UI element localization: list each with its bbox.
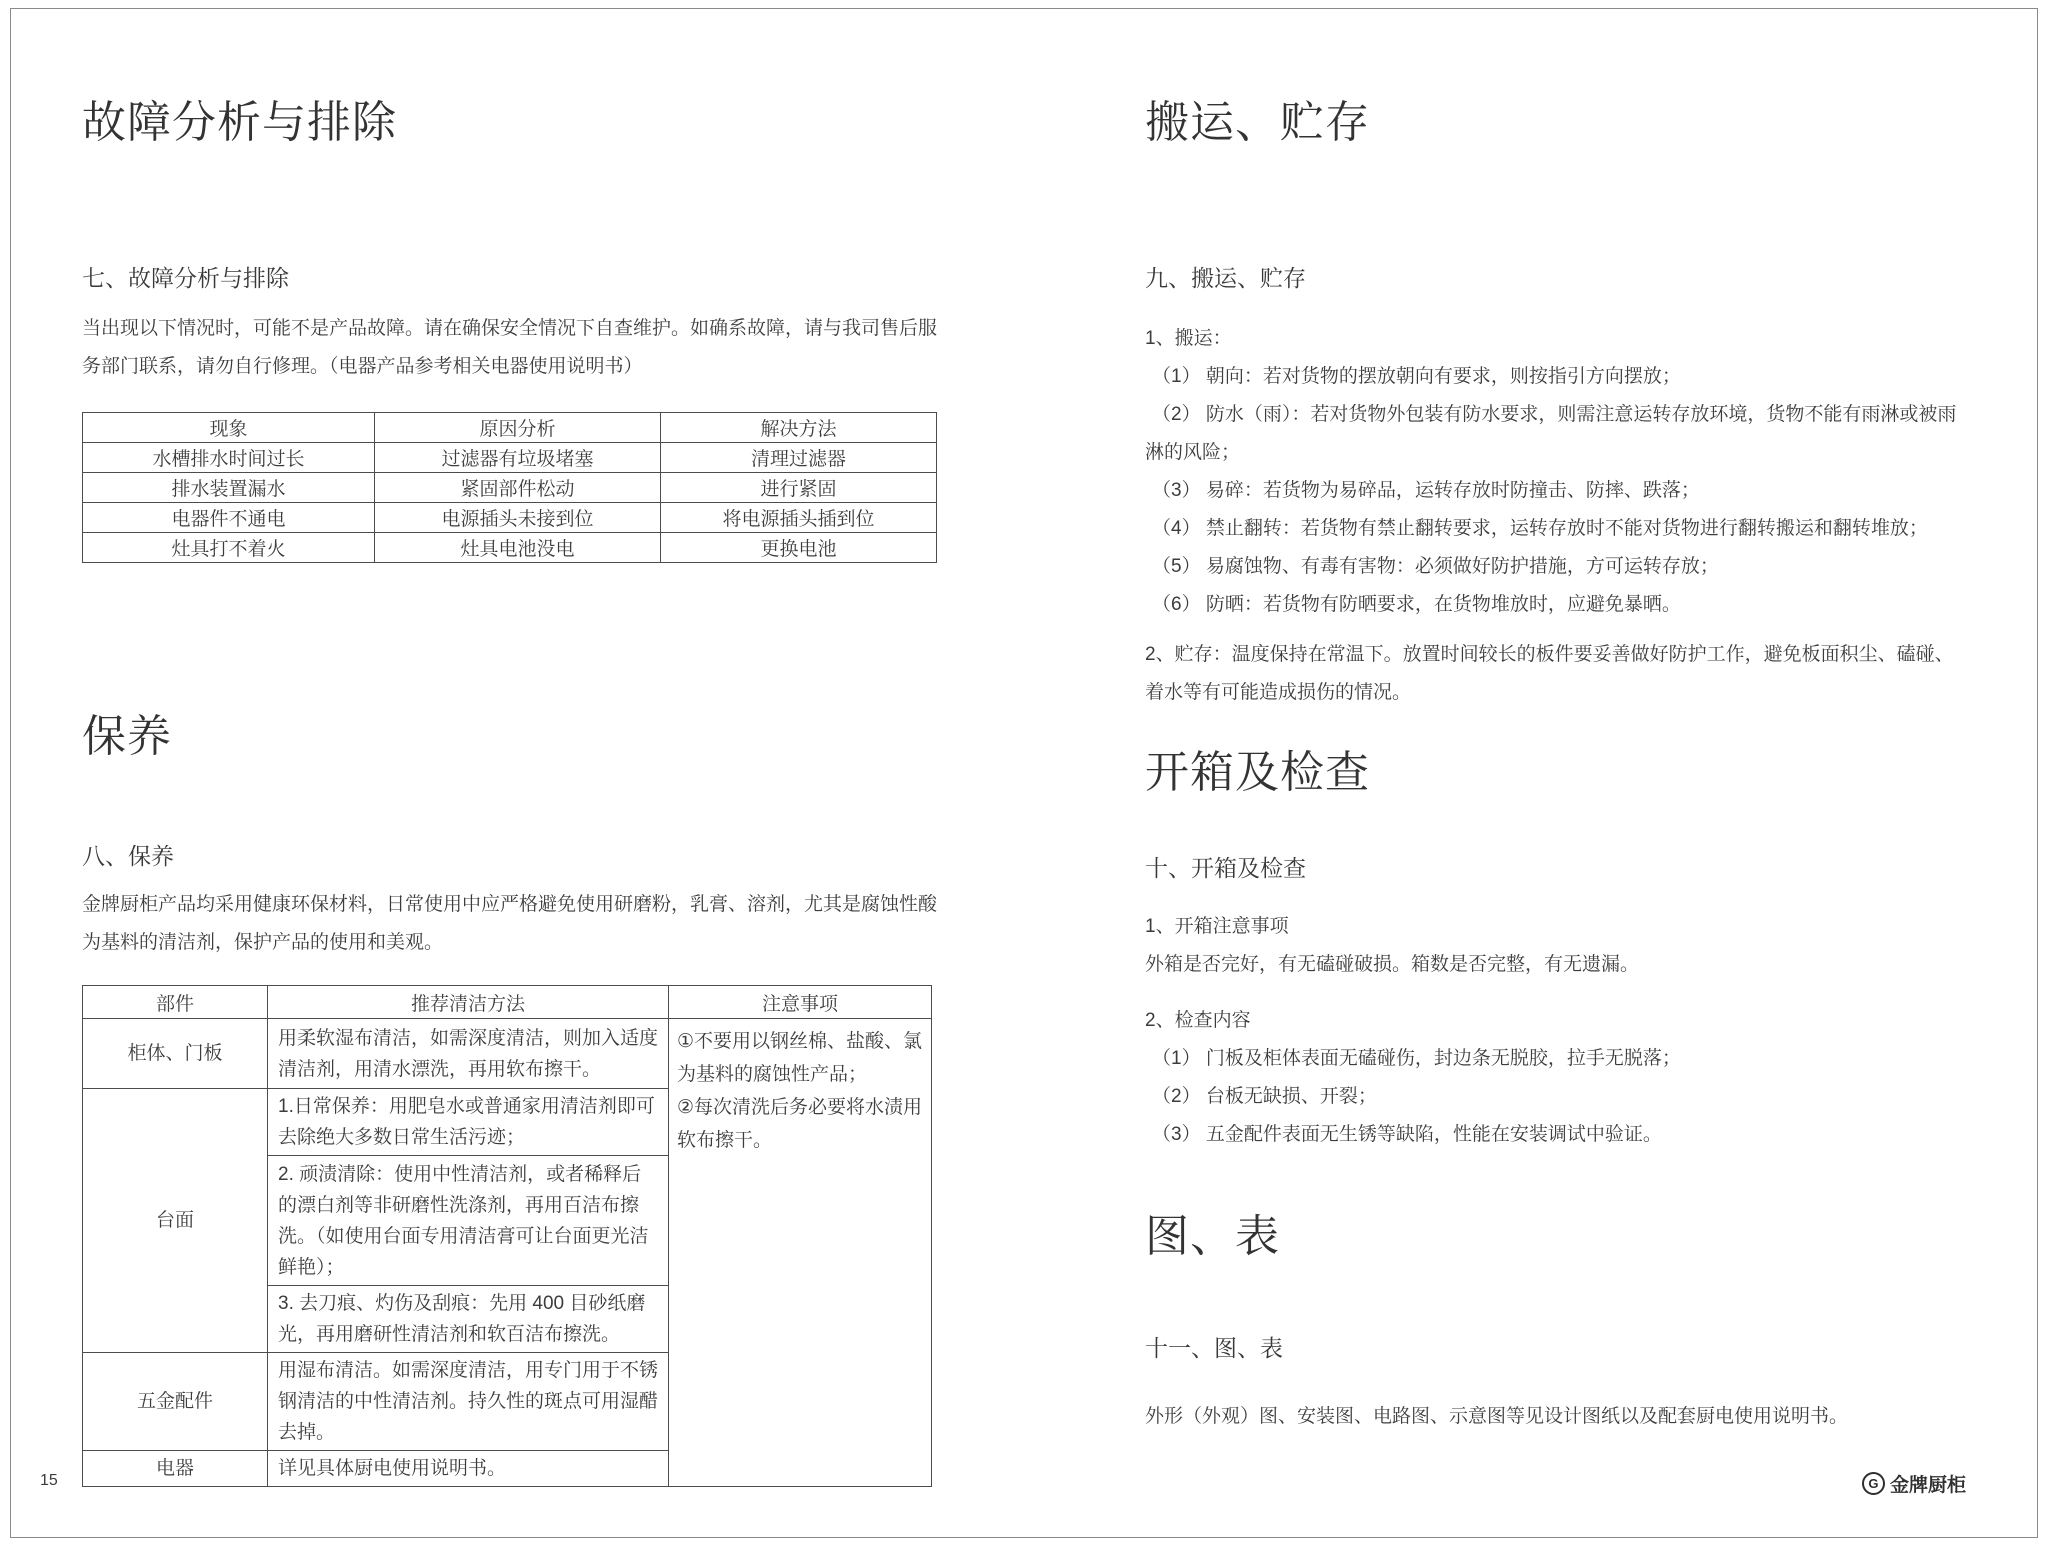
list-item: （2） 防水（雨）：若对货物外包装有防水要求，则需注意运转存放环境，货物不能有雨淋或被雨淋的风险； <box>1145 404 1957 463</box>
table-cell: 进行紧固 <box>661 473 937 503</box>
table-cell: 电器件不通电 <box>83 503 375 533</box>
table-header-row <box>83 986 932 1019</box>
table-cell: 电源插头未接到位 <box>375 503 661 533</box>
page-title-fault: 故障分析与排除 <box>82 98 397 147</box>
section-heading-figures: 十一、图、表 <box>1145 1335 1283 1361</box>
column-header: 注意事项 <box>669 986 932 1019</box>
page-title-care: 保养 <box>82 712 172 761</box>
method-cell: 2. 顽渍清除：使用中性清洁剂，或者稀释后的漂白剂等非研磨性洗涤剂，再用百洁布擦洗。（如使用台面专用清洁膏可让台面更光洁鲜艳）； <box>268 1156 669 1286</box>
subsection-title: 2、检查内容 <box>1145 1010 1251 1031</box>
method-cell: 3. 去刀痕、灼伤及刮痕：先用 400 目砂纸磨光，再用磨研性清洁剂和软百洁布擦洗。 <box>268 1286 669 1353</box>
section-heading-care: 八、保养 <box>82 843 174 869</box>
list-item: （1） 门板及柜体表面无磕碰伤，封边条无脱胶，拉手无脱落； <box>1152 1048 1681 1069</box>
part-cell: 柜体、门板 <box>83 1019 268 1089</box>
subsection-title: 1、开箱注意事项 <box>1145 916 1289 937</box>
note-item: ①不要用以钢丝棉、盐酸、氯为基料的腐蚀性产品； <box>677 1031 923 1085</box>
table-row <box>83 443 937 473</box>
table-header-row <box>83 413 937 443</box>
column-header: 解决方法 <box>661 413 937 443</box>
part-cell: 五金配件 <box>83 1353 268 1451</box>
footer-brand <box>1862 1470 1966 1497</box>
section-heading-unpack: 十、开箱及检查 <box>1145 855 1306 881</box>
method-cell: 详见具体厨电使用说明书。 <box>268 1451 669 1487</box>
method-cell: 用湿布清洁。如需深度清洁，用专门用于不锈钢清洁的中性清洁剂。持久性的斑点可用湿醋去掉。 <box>268 1353 669 1451</box>
list-item: （6） 防晒：若货物有防晒要求，在货物堆放时，应避免暴晒。 <box>1152 594 1681 615</box>
brand-name: 金牌厨柜 <box>1889 1475 1966 1496</box>
section-heading-transport: 九、搬运、贮存 <box>1145 265 1306 291</box>
page-title-figures: 图、表 <box>1145 1212 1280 1261</box>
list-item: （3） 易碎：若货物为易碎品，运转存放时防撞击、防摔、跌落； <box>1152 480 1700 501</box>
column-header: 原因分析 <box>375 413 661 443</box>
page-title-unpack: 开箱及检查 <box>1145 748 1370 797</box>
section-heading-fault: 七、故障分析与排除 <box>82 265 289 291</box>
table-cell: 更换电池 <box>661 533 937 563</box>
notes-cell <box>669 1019 932 1487</box>
table-cell: 灶具打不着火 <box>83 533 375 563</box>
method-cell: 1.日常保养：用肥皂水或普通家用清洁剂即可去除绝大多数日常生活污迹； <box>268 1089 669 1156</box>
care-table <box>82 985 932 1487</box>
table-cell: 排水装置漏水 <box>83 473 375 503</box>
part-cell: 台面 <box>83 1089 268 1353</box>
list-title: 1、搬运： <box>1145 328 1232 349</box>
list-item: （1） 朝向：若对货物的摆放朝向有要求，则按指引方向摆放； <box>1152 366 1681 387</box>
list-item: （2） 台板无缺损、开裂； <box>1152 1086 1377 1107</box>
table-row <box>83 503 937 533</box>
table-cell: 灶具电池没电 <box>375 533 661 563</box>
page-title-transport: 搬运、贮存 <box>1145 98 1370 147</box>
table-row-cabinet <box>83 1019 932 1089</box>
subsection-text: 外箱是否完好，有无磕碰破损。箱数是否完整，有无遗漏。 <box>1145 954 1640 975</box>
page-number: 15 <box>40 1472 58 1489</box>
column-header: 推荐清洁方法 <box>268 986 669 1019</box>
figures-text: 外形（外观）图、安装图、电路图、示意图等见设计图纸以及配套厨电使用说明书。 <box>1145 1406 1849 1427</box>
column-header: 部件 <box>83 986 268 1019</box>
method-cell: 用柔软湿布清洁，如需深度清洁，则加入适度清洁剂，用清水漂洗，再用软布擦干。 <box>268 1019 669 1089</box>
list-item: （5） 易腐蚀物、有毒有害物：必须做好防护措施，方可运转存放； <box>1152 556 1719 577</box>
unpack-check-block <box>1145 1002 1959 1154</box>
table-cell: 清理过滤器 <box>661 443 937 473</box>
note-item: ②每次清洗后务必要将水渍用软布擦干。 <box>677 1097 923 1151</box>
table-cell: 紧固部件松动 <box>375 473 661 503</box>
table-row <box>83 473 937 503</box>
column-header: 现象 <box>83 413 375 443</box>
list-item: （3） 五金配件表面无生锈等缺陷，性能在安装调试中验证。 <box>1152 1124 1662 1145</box>
brand-logo-icon: G <box>1862 1472 1885 1495</box>
fault-intro-paragraph: 当出现以下情况时，可能不是产品故障。请在确保安全情况下自查维护。如确系故障，请与我司售后服务部门联系，请勿自行修理。（电器产品参考相关电器使用说明书） <box>82 318 938 377</box>
transport-list <box>1145 320 1959 624</box>
unpack-notes-block <box>1145 908 1959 984</box>
table-cell: 将电源插头插到位 <box>661 503 937 533</box>
table-cell: 水槽排水时间过长 <box>83 443 375 473</box>
fault-table <box>82 412 937 563</box>
table-row <box>83 533 937 563</box>
storage-paragraph: 2、贮存：温度保持在常温下。放置时间较长的板件要妥善做好防护工作，避免板面积尘、磕碰、着水等有可能造成损伤的情况。 <box>1145 644 1954 703</box>
part-cell: 电器 <box>83 1451 268 1487</box>
list-item: （4） 禁止翻转：若货物有禁止翻转要求，运转存放时不能对货物进行翻转搬运和翻转堆放； <box>1152 518 1928 539</box>
table-cell: 过滤器有垃圾堵塞 <box>375 443 661 473</box>
care-intro-paragraph: 金牌厨柜产品均采用健康环保材料，日常使用中应严格避免使用研磨粉，乳膏、溶剂，尤其是腐蚀性酸为基料的清洁剂，保护产品的使用和美观。 <box>82 894 938 953</box>
